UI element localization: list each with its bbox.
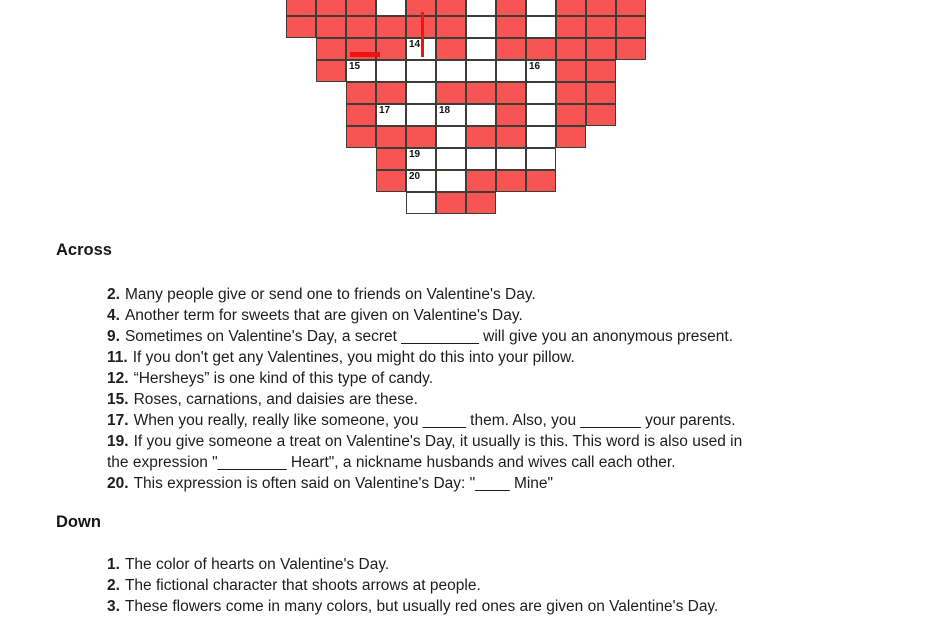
grid-cell-blocked [316,60,346,82]
grid-cell-blocked [586,0,616,16]
grid-cell-answer [466,104,496,126]
grid-cell-blocked [526,170,556,192]
grid-cell-blocked [586,16,616,38]
grid-cell-blocked [496,170,526,192]
grid-cell-number: 16 [529,61,541,72]
clue-text: This expression is often said on Valentine's Day: "____ Mine" [133,475,554,492]
grid-cell-blocked [436,82,466,104]
grid-cell-answer [436,148,466,170]
clue-number: 19. [107,433,129,450]
grid-cell-answer [526,0,556,16]
grid-cell-answer [496,60,526,82]
grid-cell-blocked [436,0,466,16]
grid-cell-blocked [556,82,586,104]
grid-cell-blocked [346,16,376,38]
across-clue-11 [107,347,907,368]
across-clue-list [107,284,907,494]
clue-text: Sometimes on Valentine's Day, a secret _________ will give you an anonymous present. [124,328,734,345]
clue-number: 3. [107,598,120,615]
grid-cell-number: 17 [379,105,391,116]
grid-cell-blocked [376,126,406,148]
grid-cell-answer [496,148,526,170]
grid-cell-blocked [466,82,496,104]
across-clue-15 [107,389,907,410]
grid-cell-answer [436,170,466,192]
grid-cell-blocked [496,38,526,60]
grid-cell-blocked [496,16,526,38]
clue-text: Roses, carnations, and daisies are these. [133,391,418,408]
across-clue-12 [107,368,907,389]
grid-cell-answer [436,126,466,148]
clue-text: If you give someone a treat on Valentine's Day, it usually is this. This word is also used in [133,433,743,450]
grid-cell-blocked [556,126,586,148]
grid-cell-answer [526,16,556,38]
grid-cell-blocked [586,60,616,82]
grid-cell-answer [376,0,406,16]
clue-text: When you really, really like someone, you _____ them. Also, you _______ your parents. [133,412,736,429]
clue-number: 4. [107,307,120,324]
grid-cell-answer [526,104,556,126]
grid-cell-blocked [616,0,646,16]
grid-cell-blocked [586,104,616,126]
grid-cell-answer [466,16,496,38]
clue-number: 20. [107,475,129,492]
grid-cell-blocked [556,38,586,60]
clue-text: the expression "________ Heart", a nickname husbands and wives call each other. [107,454,676,471]
down-header: Down [56,513,101,531]
clue-text: These flowers come in many colors, but usually red ones are given on Valentine's Day. [124,598,719,615]
grid-cell-number: 20 [409,171,421,182]
red-pen-mark-horizontal [350,52,380,57]
grid-cell-blocked [436,192,466,214]
grid-cell-blocked [376,148,406,170]
grid-cell-blocked [496,104,526,126]
grid-cell-blocked [616,16,646,38]
grid-cell-blocked [586,82,616,104]
across-clue-2 [107,284,907,305]
grid-cell-answer [406,104,436,126]
red-pen-mark-vertical [421,12,424,57]
grid-cell-answer [526,126,556,148]
grid-cell-blocked [556,60,586,82]
clue-text: The fictional character that shoots arrows at people. [124,577,481,594]
clue-text: If you don't get any Valentines, you might do this into your pillow. [132,349,575,366]
clue-text: Another term for sweets that are given on Valentine's Day. [124,307,523,324]
grid-cell-blocked [556,0,586,16]
grid-cell-blocked [556,16,586,38]
grid-cell-answer [466,0,496,16]
clue-number: 2. [107,577,120,594]
down-clue-2 [107,575,907,596]
grid-cell-number: 14 [409,39,421,50]
grid-cell-blocked [286,16,316,38]
clue-text: Many people give or send one to friends on Valentine's Day. [124,286,536,303]
grid-cell-blocked [376,16,406,38]
grid-cell-blocked [436,38,466,60]
grid-cell-answer [376,60,406,82]
grid-cell-blocked [346,82,376,104]
grid-cell-answer [466,60,496,82]
grid-cell-blocked [466,192,496,214]
grid-cell-answer [406,60,436,82]
grid-cell-blocked [286,0,316,16]
grid-cell-number: 19 [409,149,421,160]
grid-cell-answer [436,60,466,82]
clue-text: “Hersheys” is one kind of this type of candy. [133,370,434,387]
grid-cell-blocked [376,82,406,104]
across-clue-4 [107,305,907,326]
grid-cell-answer [526,82,556,104]
grid-cell-answer [526,148,556,170]
clue-number: 2. [107,286,120,303]
across-clue-17 [107,410,907,431]
across-clue-9 [107,326,907,347]
crossword-grid [286,0,646,214]
clue-number: 15. [107,391,129,408]
grid-cell-blocked [616,38,646,60]
grid-cell-blocked [496,82,526,104]
grid-cell-blocked [376,38,406,60]
clue-number: 12. [107,370,129,387]
clue-number: 1. [107,556,120,573]
grid-cell-number: 15 [349,61,361,72]
down-clue-3 [107,596,907,617]
clue-number: 17. [107,412,129,429]
clue-number: 11. [107,349,128,366]
grid-cell-blocked [376,170,406,192]
grid-cell-blocked [316,38,346,60]
clue-number: 9. [107,328,120,345]
grid-cell-blocked [466,170,496,192]
grid-cell-blocked [436,16,466,38]
across-clue-20 [107,473,907,494]
grid-cell-blocked [316,16,346,38]
grid-cell-blocked [346,0,376,16]
grid-cell-blocked [406,126,436,148]
down-clue-list [107,554,907,617]
grid-cell-answer [466,148,496,170]
grid-cell-answer [406,192,436,214]
down-clue-1 [107,554,907,575]
across-clue-19 [107,431,907,452]
grid-cell-answer [466,38,496,60]
across-clue-19-continuation [107,452,907,473]
clue-text: The color of hearts on Valentine's Day. [124,556,390,573]
grid-cell-blocked [346,126,376,148]
across-header: Across [56,241,112,259]
grid-cell-blocked [526,38,556,60]
grid-cell-blocked [556,104,586,126]
grid-cell-blocked [316,0,346,16]
grid-cell-blocked [466,126,496,148]
grid-cell-blocked [496,126,526,148]
grid-cell-answer [406,82,436,104]
grid-cell-blocked [346,104,376,126]
grid-cell-number: 18 [439,105,451,116]
grid-cell-blocked [586,38,616,60]
grid-cell-blocked [496,0,526,16]
